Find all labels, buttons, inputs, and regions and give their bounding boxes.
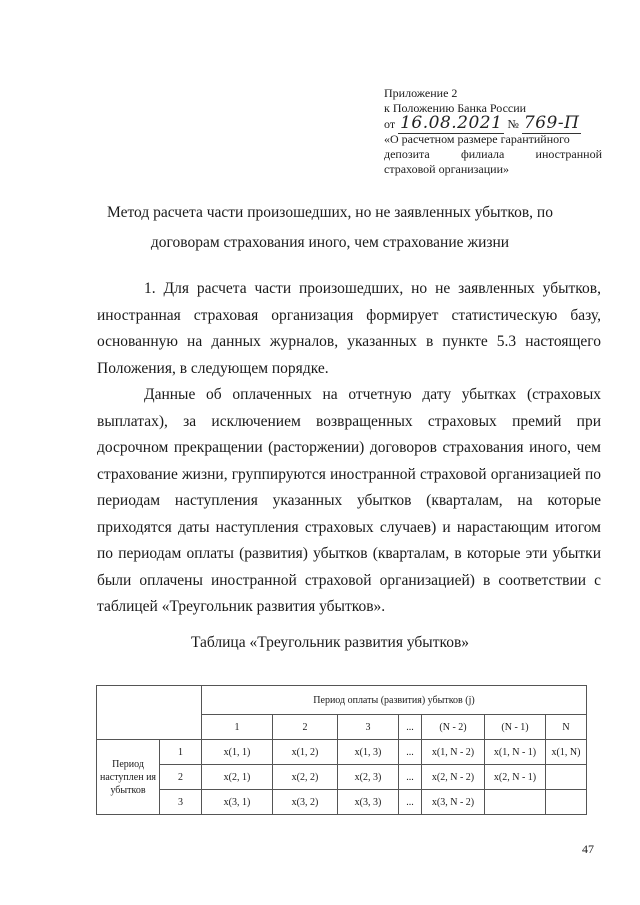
table-cell (546, 790, 587, 815)
table-cell: x(2, 1) (202, 765, 273, 790)
table-cell: x(2, 2) (273, 765, 338, 790)
title-line-1: Метод расчета части произошедших, но не заявленных убытков, по (107, 204, 553, 221)
table-cell: x(3, 3) (338, 790, 399, 815)
col-header-2: 2 (273, 715, 338, 740)
table-cell: x(1, N - 1) (485, 740, 546, 765)
col-header-n-2: (N - 2) (422, 715, 485, 740)
table-header-row (97, 686, 587, 715)
appendix-date-line (384, 113, 602, 133)
table-cell: x(3, N - 2) (422, 790, 485, 815)
occurrence-period-header: Период наступлен ия убытков (97, 740, 160, 815)
subject-line-1: «О расчетном размере гарантийного (384, 132, 570, 146)
table-cell (485, 790, 546, 815)
appendix-regulation: к Положению Банка России (384, 101, 527, 115)
table-cell: ... (399, 765, 422, 790)
handwritten-number: 769-П (523, 113, 580, 133)
page-number: 47 (582, 842, 594, 856)
table-cell: x(2, 3) (338, 765, 399, 790)
paragraph-1: 1. Для расчета части произошедших, но не заявленных убытков, иностранная страховая организация формирует статистическую базу, основанную на данных журналов, указанных в пункте 5.3 настоящего Положения, в следующем порядке. (97, 280, 601, 377)
appendix-title: Приложение 2 (384, 86, 458, 100)
table-row (97, 740, 587, 765)
col-header-3: 3 (338, 715, 399, 740)
table-caption: Таблица «Треугольник развития убытков» (190, 634, 470, 651)
table-cell: ... (399, 740, 422, 765)
section-title (60, 198, 600, 258)
row-index: 1 (160, 740, 202, 765)
table-cell: x(2, N - 1) (485, 765, 546, 790)
table-cell: x(1, N) (546, 740, 587, 765)
table-cell: x(3, 2) (273, 790, 338, 815)
paragraph-2: Данные об оплаченных на отчетную дату убытках (страховых выплатах), за исключением возвращенных страховых премий при досрочном прекращении (расторжении) договоров страхования иного, чем страхование жизни, группируются иностранной страховой организацией по периодам наступления указанных убытков (кварталам, на которые приходятся даты наступления страховых случаев) и нарастающим итогом по периодам оплаты (развития) убытков (кварталам, в которые эти убытки были оплачены иностранной страховой организацией) в соответствии с таблицей «Треугольник развития убытков». (97, 386, 601, 615)
col-header-ellipsis: ... (399, 715, 422, 740)
table-cell: x(1, 1) (202, 740, 273, 765)
table-row (97, 790, 587, 815)
table-cell: ... (399, 790, 422, 815)
loss-development-triangle-table (96, 685, 587, 815)
appendix-block (384, 86, 602, 177)
table-row (97, 765, 587, 790)
table-cell: x(2, N - 2) (422, 765, 485, 790)
date-prefix: от (384, 117, 396, 131)
row-index: 2 (160, 765, 202, 790)
table-cell: x(1, N - 2) (422, 740, 485, 765)
col-header-n-1: (N - 1) (485, 715, 546, 740)
table-cell: x(1, 2) (273, 740, 338, 765)
number-prefix: № (507, 117, 519, 131)
body-text (97, 276, 601, 621)
corner-cell (97, 686, 202, 740)
title-line-2: договорам страхования иного, чем страхование жизни (150, 234, 510, 251)
handwritten-date: 16.08.2021 (400, 113, 503, 133)
table-cell (546, 765, 587, 790)
subject-line-2: депозита филиала иностранной (384, 147, 602, 161)
table-cell: x(3, 1) (202, 790, 273, 815)
row-index: 3 (160, 790, 202, 815)
col-header-1: 1 (202, 715, 273, 740)
table-cell: x(1, 3) (338, 740, 399, 765)
payment-period-header: Период оплаты (развития) убытков (j) (202, 686, 587, 715)
col-header-n: N (546, 715, 587, 740)
subject-line-3: страховой организации» (384, 162, 510, 176)
